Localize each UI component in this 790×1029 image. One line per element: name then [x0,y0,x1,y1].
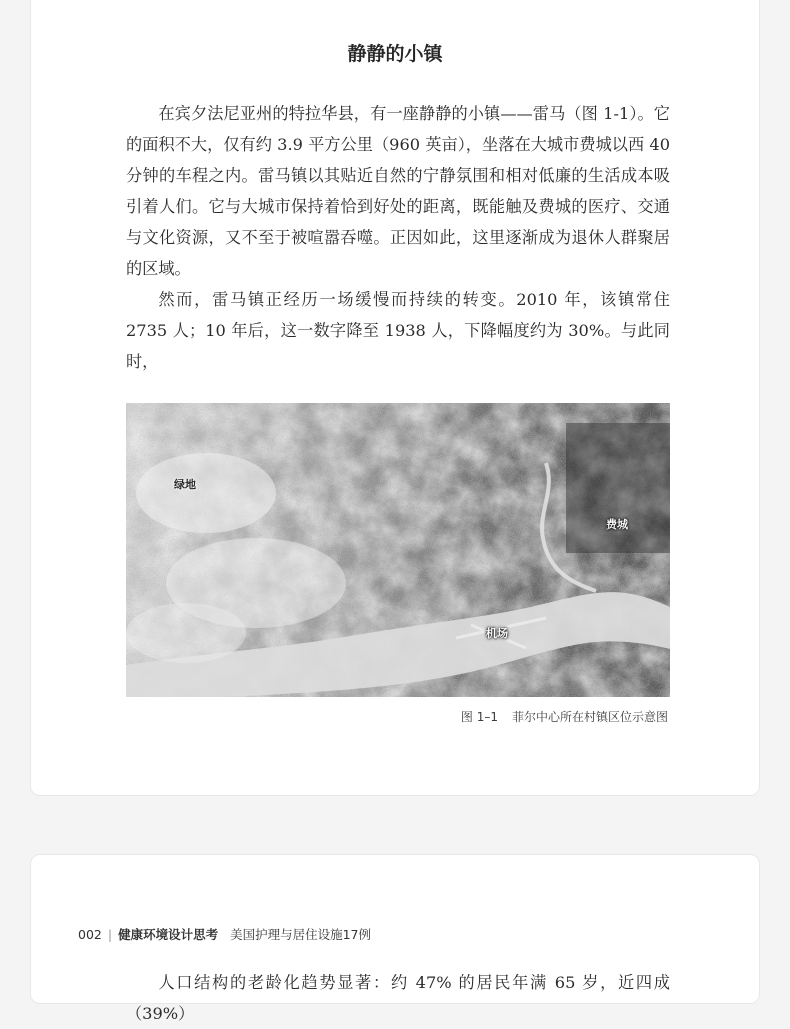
page-one [30,0,760,796]
section-title: 静静的小镇 [347,43,443,65]
map-label-airport: 机场 [486,627,508,640]
body-paragraph-3: 人口结构的老龄化趋势显著：约 47% 的居民年满 65 岁，近四成（39%） [126,973,670,1023]
map-label-philadelphia: 费城 [606,518,628,531]
body-paragraph-1: 在宾夕法尼亚州的特拉华县，有一座静静的小镇——雷马（图 1-1）。它的面积不大，仅有约 3.9 平方公里（960 英亩），坐落在大城市费城以西 40 分钟的车程之内。雷马镇以其贴近自然的宁静氛围和相对低廉的生活成本吸引着人们。它与大城市保持着恰到好处的距离，既能触及费城的医疗、交通与文化资源，又不至于被喧嚣吞噬。正因如此，这里逐渐成为退休人群聚居的区域。 [126,104,670,278]
map-label-greenland: 绿地 [174,478,196,491]
header-separator: | [107,927,113,942]
figure-number: 图 1–1 [460,710,498,724]
figure-caption-text: 菲尔中心所在村镇区位示意图 [511,710,668,724]
figure-caption [461,708,668,725]
book-title: 健康环境设计思考 [118,927,219,942]
running-header [78,925,371,943]
page-two [30,854,760,1023]
book-subtitle: 美国护理与居住设施17例 [230,927,371,942]
body-paragraph-2: 然而，雷马镇正经历一场缓慢而持续的转变。2010 年，该镇常住 2735 人；10 年后，这一数字降至 1938 人，下降幅度约为 30%。与此同时， [126,290,670,371]
aerial-map-image [126,403,670,697]
page-number: 002 [78,927,102,942]
aerial-map-figure [126,403,670,697]
